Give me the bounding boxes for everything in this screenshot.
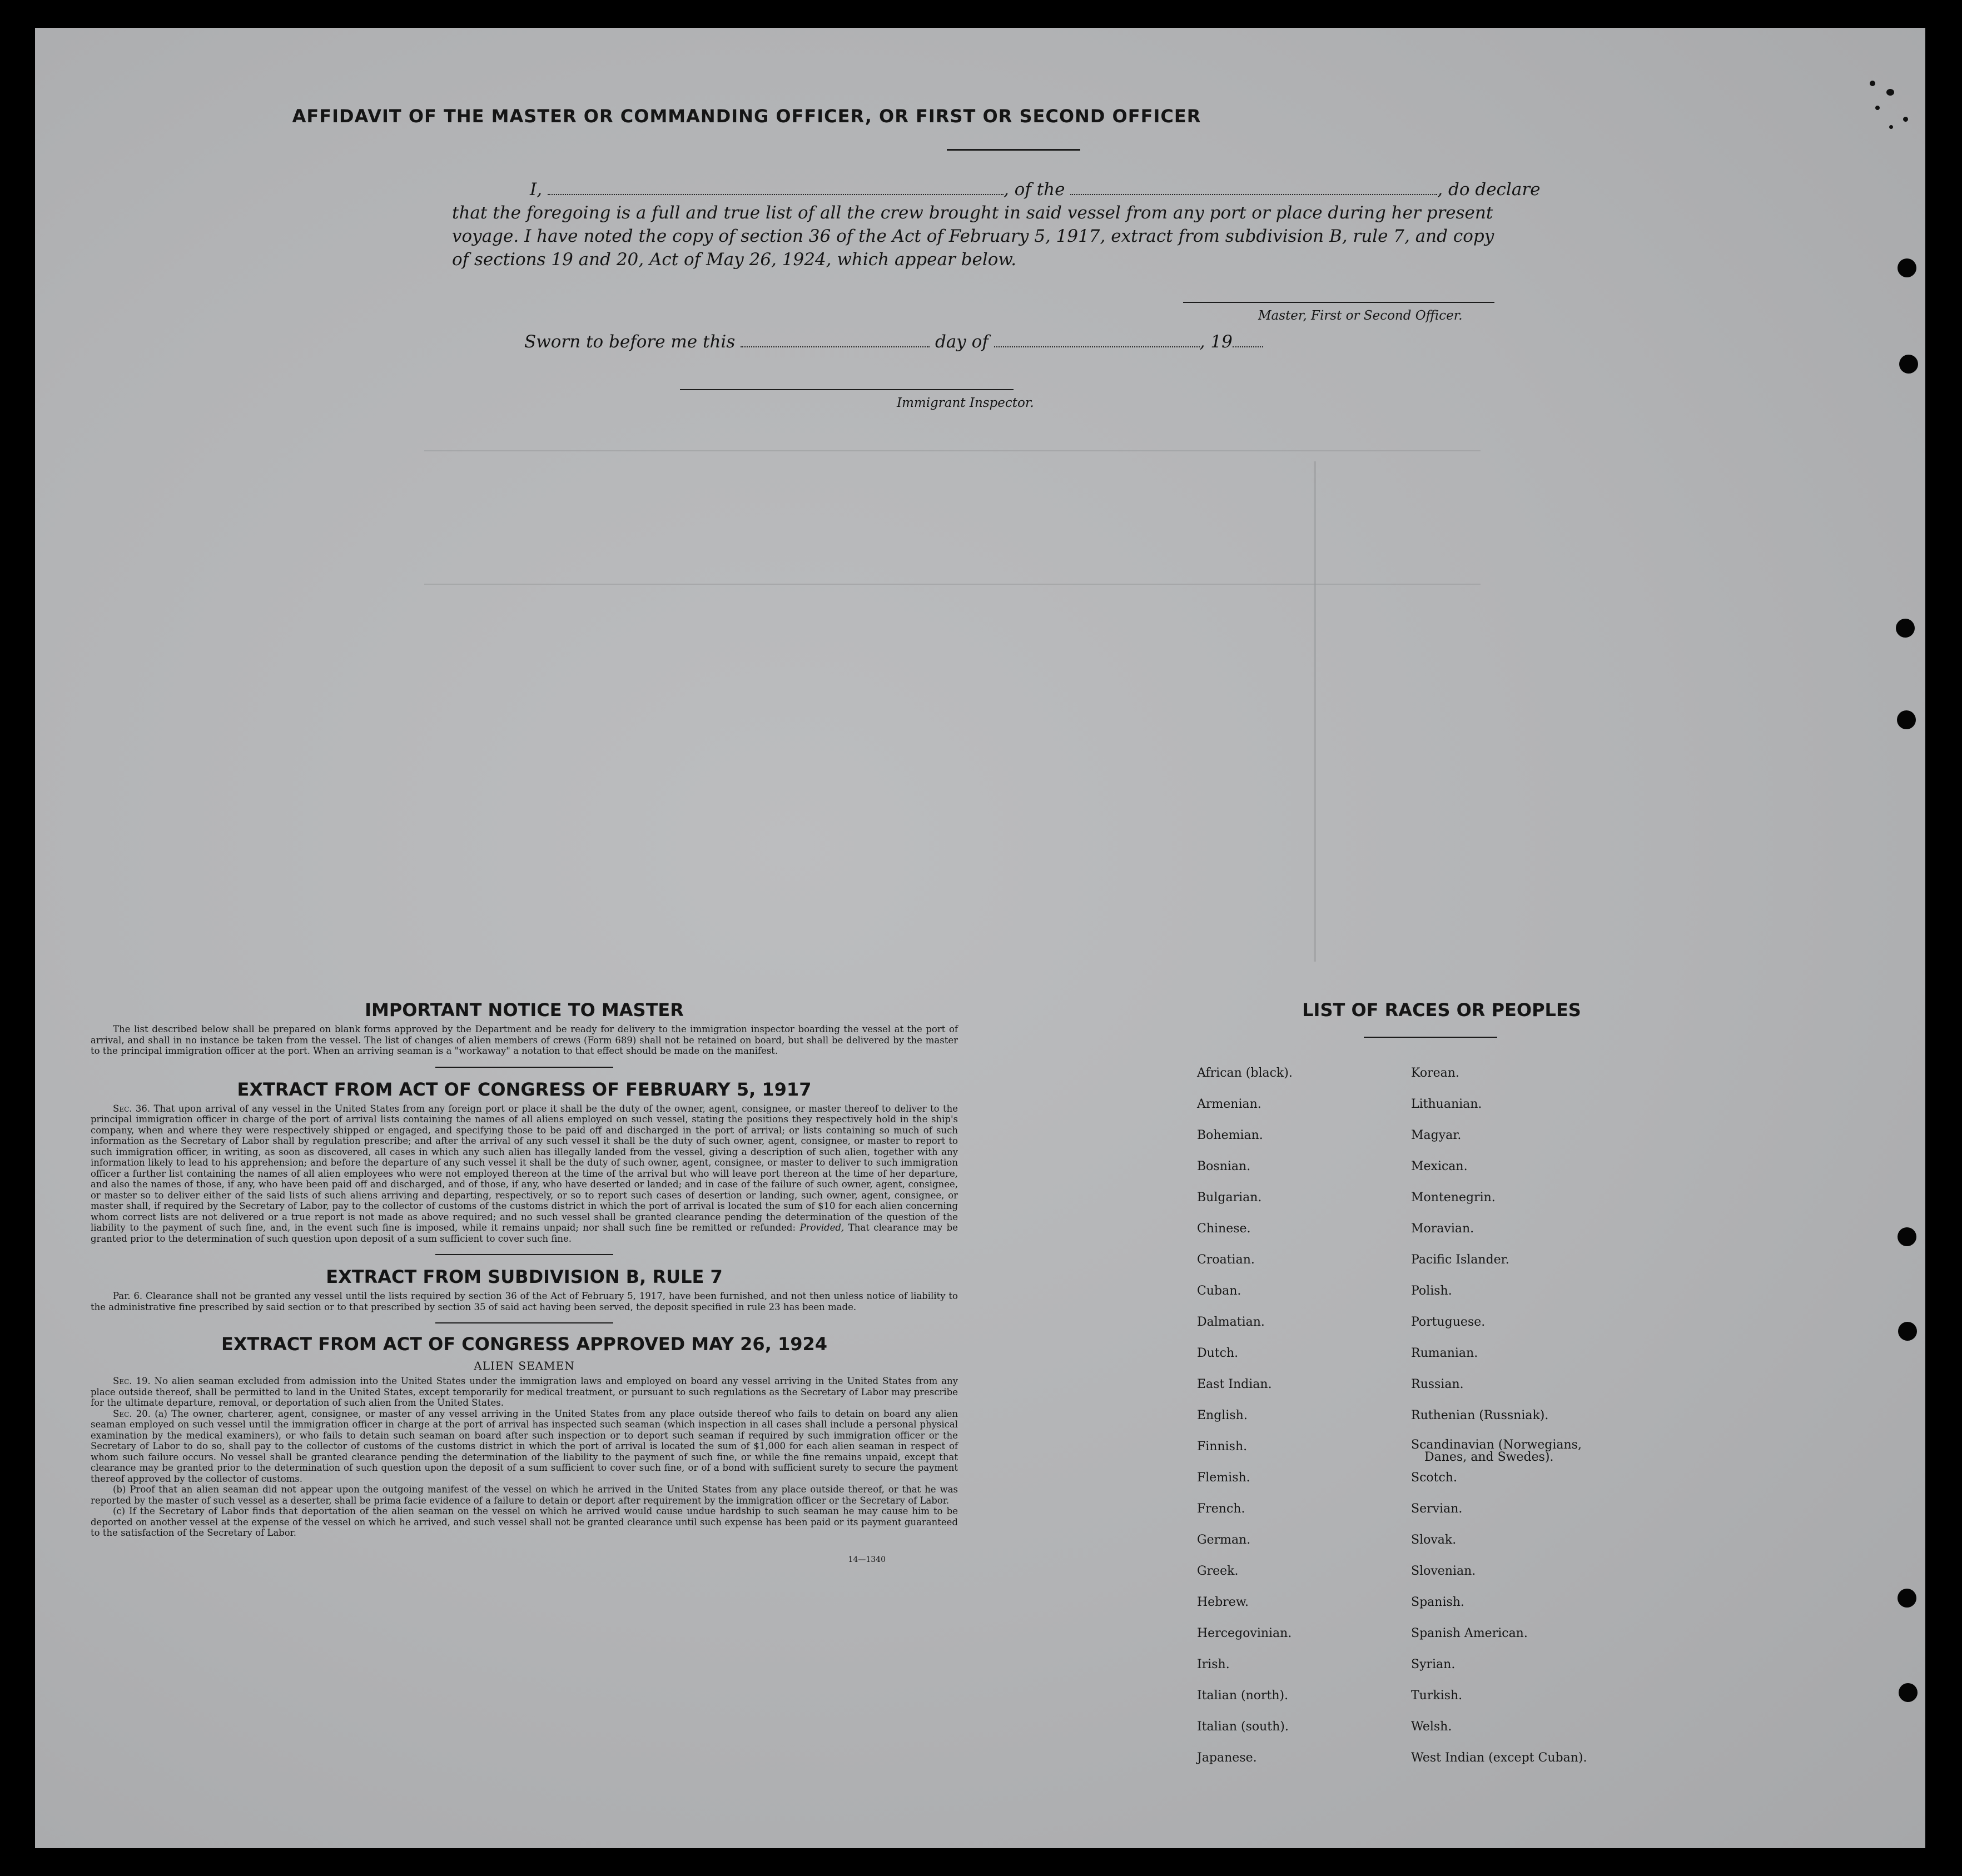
- notice-text-block: [91, 1024, 958, 1057]
- race-item: Spanish American.: [1411, 1626, 1528, 1640]
- race-item: English.: [1197, 1409, 1248, 1422]
- punch-hole: [1899, 1683, 1918, 1702]
- punch-hole: [1898, 1322, 1917, 1341]
- sec-19-text: [91, 1376, 958, 1409]
- sec-36-body: That upon arrival of any vessel in the United States from any foreign port or place it shall be the duty of the owner, agent, consignee, or master thereof to deliver to the principal immigration officer in charge of the port of arrival lists containing the names of all aliens employed on such vessel, stating the positions they respectively hold in the ship's company, when and where they were respectively shipped or engaged, and specifying those to be paid off and discharged in the port of arrival; or lists containing so much of such information as the Secretary of Labor shall by regulation prescribe; and after the arrival of any such vessel it shall be the duty of such owner, agent, consignee, or master to report to such immigration officer, in writing, as soon as discovered, all cases in which any such alien has illegally landed from the vessel, giving a description of such alien, together with any information likely to lead to his apprehension; and before the departure of any such vessel it shall be the duty of such owner, agent, consignee, or master to deliver to such immigration officer a further list containing the names of all alien employees who were not employed thereon at the time of the arrival but who will leave port thereon at the time of her departure, and also the names of those, if any, who have been paid off and discharged, and of those, if any, who have deserted or landed; and in case of the failure of such owner, agent, consignee, or master so to deliver either of the said lists of such aliens arriving and departing, respectively, or so to report such cases of desertion or landing, such owner, agent, consignee, or master shall, if required by the Secretary of Labor, pay to the collector of customs of the customs district in which the port of arrival is located the sum of $10 for each alien concerning whom correct lists are not delivered or a true report is not made as above required; and no such vessel shall be granted clearance pending the determination of the question of the liability to the payment of such fine, and, in the event such fine is imposed, while it remains unpaid; nor shall such fine be remitted or refunded:: [91, 1103, 958, 1233]
- notice-text: The list described below shall be prepared on blank forms approved by the Department and be ready for delivery to the immigration inspector boarding the vessel at the port of arrival, and shall in no instance be taken from the vessel. The list of changes of alien members of crews (Form 689) shall not be retained on board, but shall be delivered by the master to the principal immigration officer at the port. When an arriving seaman is a "workaway" a notation to that effect should be made on the manifest.: [91, 1024, 958, 1056]
- sec-20a-text: [91, 1409, 958, 1485]
- race-item: Irish.: [1197, 1658, 1230, 1671]
- rule7-block: [91, 1291, 958, 1312]
- race-item: Croatian.: [1197, 1253, 1255, 1267]
- race-item: Hebrew.: [1197, 1595, 1249, 1609]
- race-item: French.: [1197, 1502, 1245, 1516]
- sec-20c-text: (c) If the Secretary of Labor finds that deportation of the alien seaman on the vessel on which he arrived would cause undue hardship to such seaman he may cause him to be deported on another vessel at the expense of the vessel on which he arrived, and such vessel shall not be granted clearance until such expense has been paid or its payment guaranteed to the satisfaction of the Secretary of Labor.: [91, 1506, 958, 1538]
- year-label: , 19: [1199, 332, 1233, 352]
- paper-speck: [1886, 89, 1894, 96]
- race-item: Cuban.: [1197, 1284, 1241, 1298]
- sworn-year-field[interactable]: [1233, 331, 1263, 347]
- bleed-through-line: [1314, 461, 1316, 962]
- alien-seamen-subtitle: ALIEN SEAMEN: [474, 1359, 575, 1372]
- bleed-through-line: [424, 450, 1481, 451]
- sec-36-end: That clearance may be granted prior to the determination of such question upon deposit of a sum sufficient to cover such fine.: [91, 1222, 958, 1244]
- sworn-month-field[interactable]: [994, 331, 1200, 347]
- notice-title: IMPORTANT NOTICE TO MASTER: [365, 999, 684, 1021]
- race-item: Japanese.: [1197, 1751, 1257, 1765]
- title-rule: [947, 149, 1080, 151]
- master-signature-label: Master, First or Second Officer.: [1258, 308, 1463, 323]
- race-item: Italian (south).: [1197, 1720, 1289, 1734]
- race-item: African (black).: [1197, 1066, 1293, 1080]
- race-item: Lithuanian.: [1411, 1097, 1482, 1111]
- sworn-line: [524, 331, 1263, 352]
- race-item: Turkish.: [1411, 1689, 1463, 1703]
- punch-hole: [1898, 1227, 1916, 1246]
- race-item-line: Danes, and Swedes).: [1424, 1450, 1554, 1464]
- paper-speck: [1903, 117, 1908, 122]
- extract-1924-title: EXTRACT FROM ACT OF CONGRESS APPROVED MAY 26, 1924: [221, 1333, 828, 1355]
- races-title-rule: [1364, 1037, 1497, 1038]
- race-item: Greek.: [1197, 1564, 1239, 1578]
- rule7-text: Par. 6. Clearance shall not be granted any vessel until the lists required by section 36 of the Act of February 5, 1917, have been furnished, and not then unless notice of liability to the administrative fine prescribed by said section or to that prescribed by section 35 of said act having been served, the deposit specified in rule 23 has been made.: [91, 1291, 958, 1312]
- extract-1924-block: [91, 1376, 958, 1539]
- of-the-label: , of the: [1003, 180, 1065, 200]
- race-item: Flemish.: [1197, 1471, 1250, 1485]
- do-declare-label: , do declare: [1437, 180, 1541, 200]
- race-item: Scotch.: [1411, 1471, 1457, 1485]
- sec-19-label: Sec. 19.: [113, 1376, 151, 1386]
- vessel-field[interactable]: [1070, 178, 1437, 195]
- race-item: Finnish.: [1197, 1440, 1248, 1454]
- paper-speck: [1870, 81, 1875, 86]
- race-item: Mexican.: [1411, 1160, 1468, 1173]
- race-item: Hercegovinian.: [1197, 1626, 1292, 1640]
- section-rule: [435, 1254, 613, 1255]
- race-item: Pacific Islander.: [1411, 1253, 1509, 1267]
- race-item: East Indian.: [1197, 1377, 1272, 1391]
- race-item: Slovenian.: [1411, 1564, 1476, 1578]
- extract-1917-title: EXTRACT FROM ACT OF CONGRESS OF FEBRUARY 5, 1917: [237, 1078, 812, 1100]
- race-item: Bosnian.: [1197, 1160, 1251, 1173]
- race-item: Rumanian.: [1411, 1346, 1478, 1360]
- inspector-signature-line[interactable]: [680, 389, 1014, 390]
- race-item: Korean.: [1411, 1066, 1459, 1080]
- sec-36-label: Sec. 36.: [113, 1103, 151, 1114]
- affidavit-title: AFFIDAVIT OF THE MASTER OR COMMANDING OFFICER, OR FIRST OR SECOND OFFICER: [292, 106, 1201, 127]
- punch-hole: [1896, 619, 1915, 638]
- punch-hole: [1898, 1589, 1916, 1608]
- race-item: Welsh.: [1411, 1720, 1452, 1734]
- affidavit-line-1: [452, 178, 1569, 201]
- race-item: West Indian (except Cuban).: [1411, 1751, 1587, 1765]
- document-page: [35, 28, 1925, 1848]
- inspector-signature-label: Immigrant Inspector.: [897, 396, 1034, 410]
- section-rule: [435, 1067, 613, 1068]
- race-item: Bohemian.: [1197, 1128, 1263, 1142]
- sec-36-text: [91, 1103, 958, 1245]
- name-field[interactable]: [548, 178, 1004, 195]
- race-item: Slovak.: [1411, 1533, 1457, 1547]
- bleed-through-line: [424, 584, 1481, 585]
- races-right-column: [1411, 1058, 1587, 1774]
- race-item: Dalmatian.: [1197, 1315, 1265, 1329]
- sworn-day-field[interactable]: [741, 331, 930, 347]
- races-title: LIST OF RACES OR PEOPLES: [1302, 999, 1581, 1021]
- race-item: Ruthenian (Russniak).: [1411, 1409, 1549, 1422]
- notice-column: [91, 999, 958, 1564]
- extract-1917-block: [91, 1103, 958, 1245]
- race-item-scandinavian: [1411, 1431, 1587, 1462]
- race-item: Syrian.: [1411, 1658, 1456, 1671]
- punch-hole: [1897, 710, 1916, 729]
- race-item: Magyar.: [1411, 1128, 1462, 1142]
- day-of-label: day of: [935, 332, 989, 352]
- race-item: Italian (north).: [1197, 1689, 1289, 1703]
- race-item: Servian.: [1411, 1502, 1463, 1516]
- race-item: Bulgarian.: [1197, 1191, 1262, 1205]
- punch-hole: [1899, 355, 1918, 374]
- race-item: Russian.: [1411, 1377, 1464, 1391]
- race-item: German.: [1197, 1533, 1251, 1547]
- sec-20b-text: (b) Proof that an alien seaman did not appear upon the outgoing manifest of the vessel on which he arrived in the United States from any place outside thereof, or that he was reported by the master of such vessel as a deserter, shall be prima facie evidence of a failure to detain or deport after requirement by the immigration officer or the Secretary of Labor.: [91, 1484, 958, 1506]
- sec-19-body: No alien seaman excluded from admission into the United States under the immigration laws and employed on board any vessel arriving in the United States from any place outside thereof, shall be permitted to land in the United States, except temporarily for medical treatment, or pursuant to such regulations as the Secretary of Labor may prescribe for the ultimate departure, removal, or deportation of such alien from the United States.: [91, 1376, 958, 1408]
- race-item: Polish.: [1411, 1284, 1452, 1298]
- race-item: Dutch.: [1197, 1346, 1239, 1360]
- affidavit-line-3: voyage. I have noted the copy of section 36 of the Act of February 5, 1917, extract from subdivision B, rule 7, and copy: [452, 226, 1494, 246]
- punch-hole: [1898, 258, 1916, 277]
- race-item: Montenegrin.: [1411, 1191, 1496, 1205]
- race-item: Chinese.: [1197, 1222, 1251, 1236]
- race-item: Armenian.: [1197, 1097, 1261, 1111]
- master-signature-line[interactable]: [1183, 302, 1494, 303]
- race-item: Portuguese.: [1411, 1315, 1486, 1329]
- races-left-column: [1197, 1058, 1293, 1774]
- sworn-label: Sworn to before me this: [524, 332, 736, 352]
- sec-20-label: Sec. 20.: [113, 1408, 151, 1419]
- race-item-line: Scandinavian (Norwegians,: [1411, 1438, 1582, 1452]
- affidavit-line-2: that the foregoing is a full and true list of all the crew brought in said vessel from any port or place during her present: [452, 203, 1493, 223]
- affidavit-body: [452, 178, 1569, 271]
- provided-word: Provided,: [799, 1222, 845, 1233]
- rule7-title: EXTRACT FROM SUBDIVISION B, RULE 7: [326, 1266, 723, 1287]
- affidavit-line-4: of sections 19 and 20, Act of May 26, 1924, which appear below.: [452, 250, 1017, 270]
- paper-speck: [1889, 125, 1893, 129]
- paper-speck: [1875, 106, 1880, 110]
- race-item: Spanish.: [1411, 1595, 1464, 1609]
- sec-20a-body: (a) The owner, charterer, agent, consignee, or master of any vessel arriving in the United States from any place outside thereof who fails to detain on board any alien seaman employed on such vessel until the immigration officer in charge at the port of arrival has inspected such seaman (which inspection in all cases shall include a personal physical examination by the medical examiners), or who fails to detain such seaman on board after such inspection or to deport such seaman if required by such immigration officer or the Secretary of Labor to do so, shall pay to the collector of customs of the customs district in which the port of arrival is located the sum of $1,000 for each alien seaman in respect of whom such failure occurs. No vessel shall be granted clearance pending the determination of the liability to the payment of such fine, or while the fine remains unpaid, except that clearance may be granted prior to the determination of such question upon the deposit of a sum sufficient to cover such fine, or of a bond with sufficient surety to secure the payment thereof approved by the collector of customs.: [91, 1408, 958, 1484]
- race-item: Moravian.: [1411, 1222, 1474, 1236]
- i-label: I,: [530, 180, 543, 200]
- section-rule: [435, 1322, 613, 1323]
- form-number: 14—1340: [848, 1555, 886, 1564]
